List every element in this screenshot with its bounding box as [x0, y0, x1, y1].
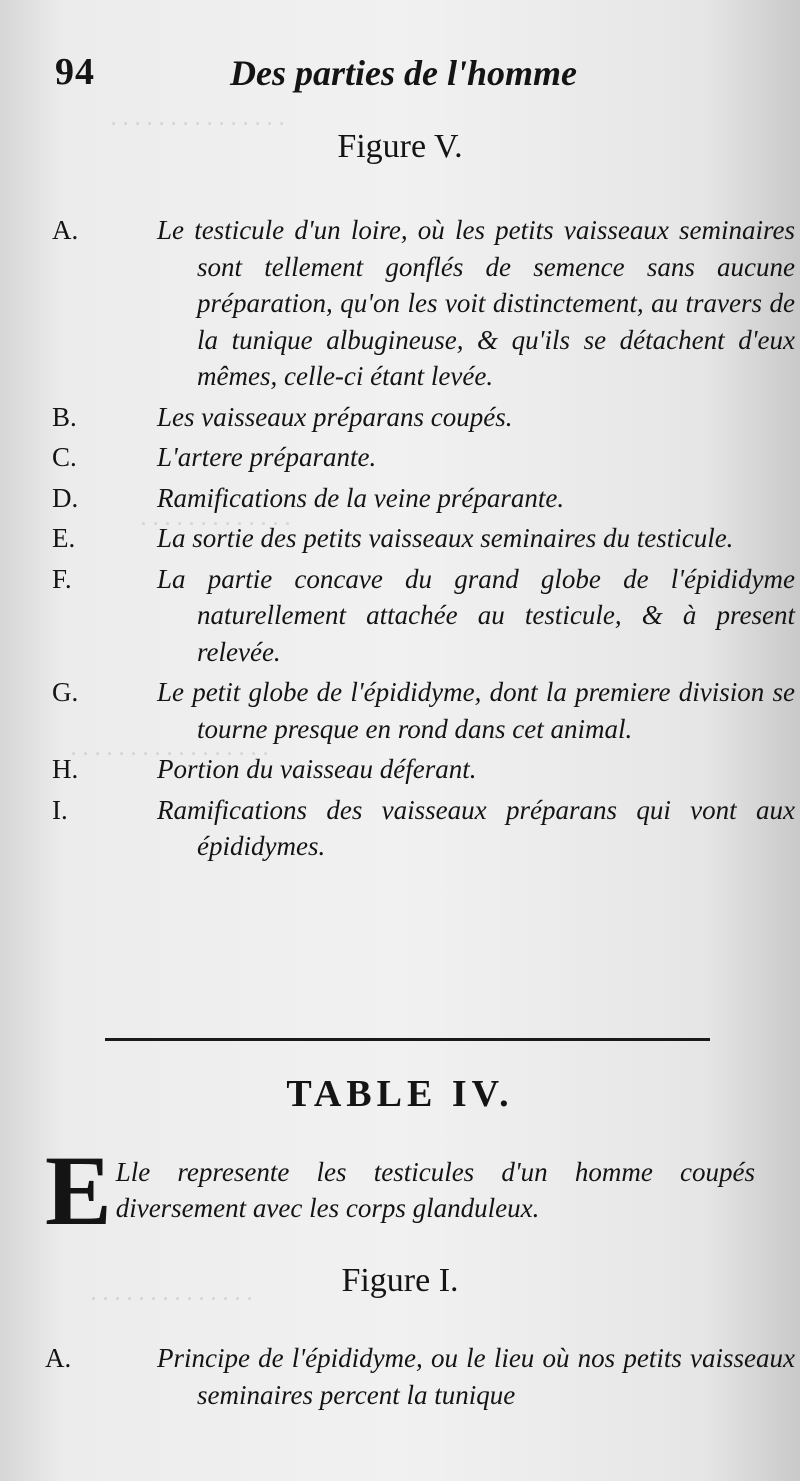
legend-text: Principe de l'épididyme, ou le lieu où nos petits vaisseaux seminaires percent la tunique	[157, 1343, 795, 1410]
section-divider	[105, 1038, 710, 1041]
legend-letter: F.	[52, 563, 72, 594]
legend-entry	[0, 439, 800, 476]
legend-text: Ramifications des vaisseaux préparans qui vont aux épididymes.	[157, 794, 795, 861]
legend-text: Le testicule d'un loire, où les petits vaisseaux seminaires sont tellement gonflés de semence sans aucune préparation, qu'on les voit distinctement, au travers de la tunique albugineuse, & qu'ils se détachent d'eux mêmes, celle-ci étant levée.	[157, 215, 795, 391]
legend-text: Portion du vaisseau déferant.	[157, 754, 477, 784]
legend-letter: G.	[52, 677, 79, 707]
legend-entry	[0, 1340, 800, 1413]
figure-i-heading: Figure I.	[341, 1262, 459, 1299]
figure-v-heading: Figure V.	[337, 128, 463, 165]
legend-entry	[0, 751, 800, 788]
legend-text: La sortie des petits vaisseaux seminaires du testicule.	[157, 523, 734, 553]
figure-i-legend	[0, 1340, 800, 1417]
legend-letter: A.	[52, 215, 79, 245]
drop-cap: E	[45, 1135, 112, 1246]
legend-text: La partie concave du grand globe de l'épididyme naturellement attachée au testicule, & à present relevée.	[157, 563, 795, 667]
intro-text: Lle represente les testicules d'un homme coupés diversement avec les corps glanduleux.	[115, 1157, 755, 1223]
legend-letter: H.	[52, 754, 79, 784]
legend-entry	[0, 792, 800, 865]
legend-letter: B.	[52, 401, 77, 432]
legend-text: Ramifications de la veine préparante.	[157, 482, 565, 513]
legend-letter: A.	[45, 1343, 72, 1373]
legend-entry	[0, 561, 800, 671]
legend-letter: C.	[52, 442, 77, 472]
table-iv-intro	[45, 1135, 755, 1246]
legend-text: L'artere préparante.	[157, 442, 377, 472]
legend-entry	[0, 212, 800, 395]
show-through-texture: . . . . . . . . . . . . . .	[90, 1280, 252, 1306]
legend-text: Les vaisseaux préparans coupés.	[157, 401, 513, 432]
legend-letter: D.	[52, 482, 79, 513]
legend-text: Le petit globe de l'épididyme, dont la premiere division se tourne presque en rond dans cet animal.	[157, 677, 795, 744]
page-header	[55, 50, 755, 100]
figure-v-legend	[0, 212, 800, 869]
legend-letter: E.	[52, 523, 76, 553]
legend-entry	[0, 674, 800, 747]
show-through-texture: . . . . . . . . . . . . . . .	[110, 105, 284, 131]
legend-entry	[0, 480, 800, 517]
page-number: 94	[55, 51, 95, 93]
legend-entry	[0, 520, 800, 557]
show-through-texture: . . . . . . . . . . . . . . . . .	[70, 735, 268, 761]
show-through-texture: . . . . . . . . . . . . .	[140, 505, 290, 531]
running-head: Des parties de l'homme	[230, 53, 577, 93]
table-iv-title: TABLE IV.	[286, 1073, 514, 1115]
legend-entry	[0, 399, 800, 436]
legend-letter: I.	[52, 794, 68, 825]
